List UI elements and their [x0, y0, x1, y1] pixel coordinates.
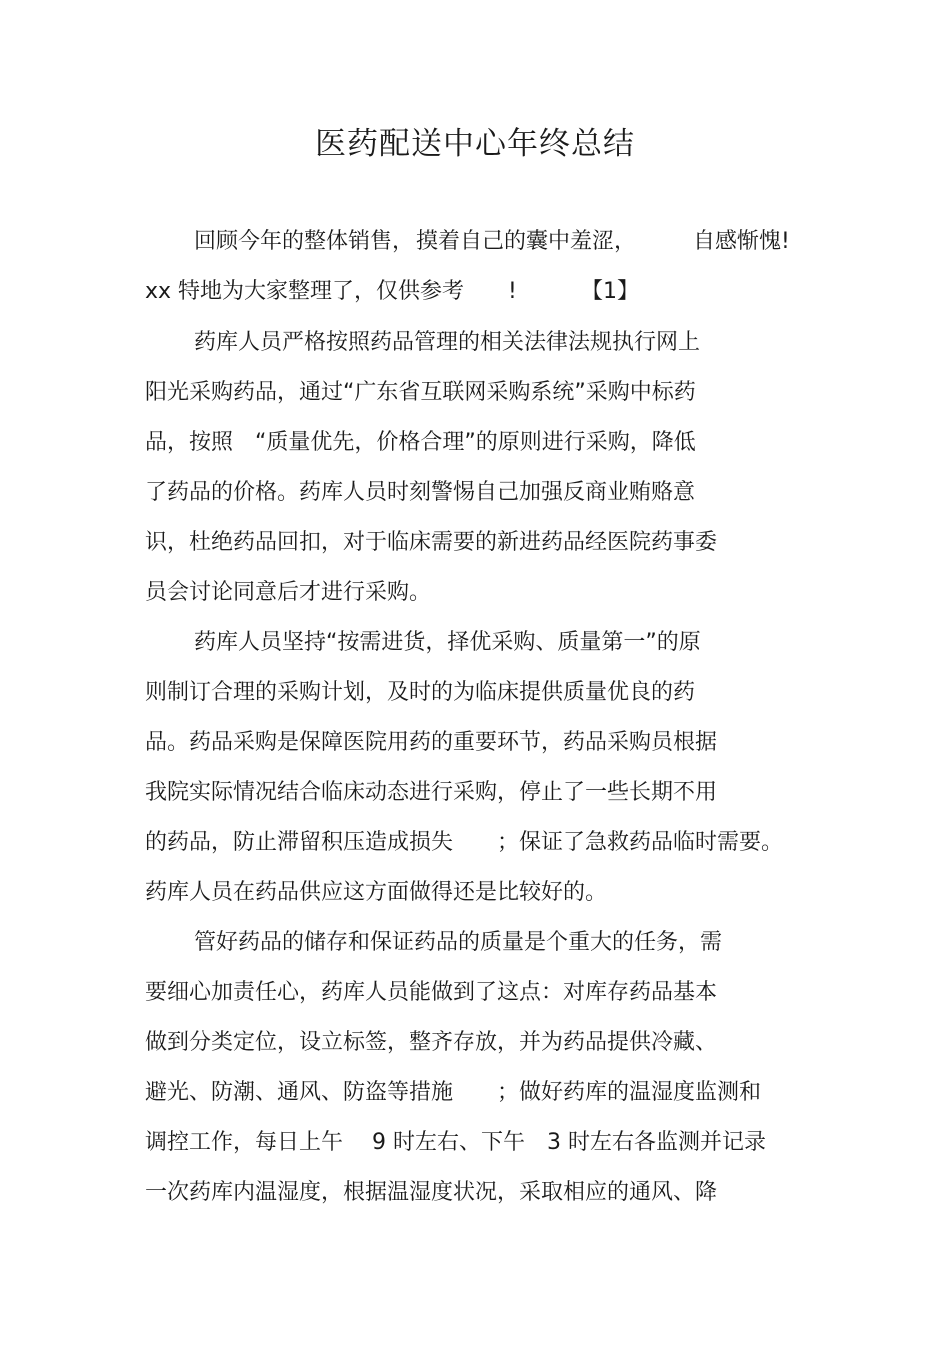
intro-line-1-part-3: 自感惭愧!	[693, 229, 790, 254]
intro-line-2-part-1: xx 特地为大家整理了，仅供参考	[145, 279, 465, 304]
intro-line-1-part-2: 摸着自己的囊中羞涩，	[416, 229, 637, 254]
paragraph-3-line-4: 避光、防潮、通风、防盗等措施 ；做好药库的温湿度监测和	[145, 1080, 762, 1105]
paragraph-3-line-6: 一次药库内温湿度，根据温湿度状况，采取相应的通风、降	[145, 1180, 718, 1205]
paragraph-2-line-5: 的药品，防止滞留积压造成损失 ；保证了急救药品临时需要。	[145, 830, 784, 855]
intro-line-2-part-2: !	[508, 279, 517, 304]
intro-line-2-part-3: 【1】	[581, 279, 639, 304]
paragraph-2-line-6: 药库人员在药品供应这方面做得还是比较好的。	[145, 880, 608, 905]
paragraph-1-line-6: 员会讨论同意后才进行采购。	[145, 580, 432, 605]
paragraph-2-line-2: 则制订合理的采购计划，及时的为临床提供质量优良的药	[145, 680, 696, 705]
paragraph-1-line-5: 识，杜绝药品回扣，对于临床需要的新进药品经医院药事委	[145, 530, 718, 555]
paragraph-1-line-4: 了药品的价格。药库人员时刻警惕自己加强反商业贿赂意	[145, 480, 696, 505]
paragraph-3-line-2: 要细心加责任心，药库人员能做到了这点：对库存药品基本	[145, 980, 718, 1005]
paragraph-2-line-1: 药库人员坚持“按需进货，择优采购、质量第一”的原	[194, 630, 701, 655]
paragraph-3-line-3: 做到分类定位，设立标签，整齐存放，并为药品提供冷藏、	[145, 1030, 718, 1055]
paragraph-2-line-3: 品。药品采购是保障医院用药的重要环节，药品采购员根据	[145, 730, 718, 755]
paragraph-3-line-5: 调控工作，每日上午 9 时左右、下午 3 时左右各监测并记录	[145, 1130, 766, 1155]
document-title: 医药配送中心年终总结	[315, 126, 635, 162]
paragraph-1-line-3: 品，按照 “质量优先，价格合理”的原则进行采购，降低	[145, 430, 696, 455]
paragraph-1-line-1: 药库人员严格按照药品管理的相关法律法规执行网上	[194, 330, 701, 355]
paragraph-2-line-4: 我院实际情况结合临床动态进行采购，停止了一些长期不用	[145, 780, 718, 805]
intro-line-1-part-1: 回顾今年的整体销售，	[194, 229, 415, 254]
paragraph-1-line-2: 阳光采购药品，通过“广东省互联网采购系统”采购中标药	[145, 380, 696, 405]
paragraph-3-line-1: 管好药品的储存和保证药品的质量是个重大的任务，需	[194, 930, 723, 955]
